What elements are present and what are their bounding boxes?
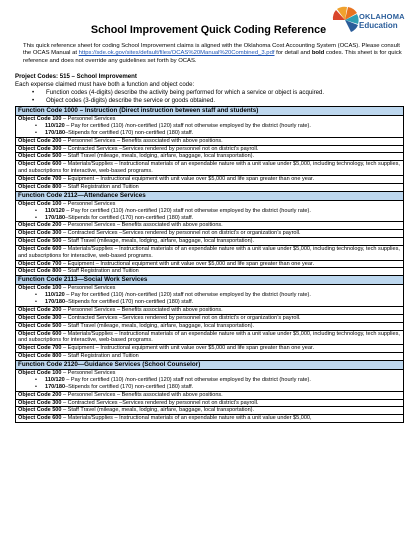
object-code-description: – Contracted Services –Services rendered by personnel not on district’s payroll. bbox=[61, 399, 259, 406]
object-code-label: Object Code 600 bbox=[18, 161, 62, 168]
object-code-description: – Staff Travel (mileage, meals, lodging, airfare, baggage, local transportation). bbox=[61, 322, 255, 329]
object-code-cell bbox=[16, 370, 404, 392]
object-code-row bbox=[16, 285, 404, 307]
object-code-label: Object Code 600 bbox=[18, 415, 62, 422]
object-code-cell bbox=[16, 137, 404, 145]
object-code-row bbox=[16, 245, 404, 260]
object-code-description: – Personnel Services bbox=[61, 370, 116, 377]
object-code-label: Object Code 300 bbox=[18, 230, 62, 237]
object-code-label: Object Code 700 bbox=[18, 175, 62, 182]
object-code-label: Object Code 700 bbox=[18, 260, 62, 267]
sub-object-code: 170/180 bbox=[45, 214, 66, 221]
object-code-row bbox=[16, 268, 404, 276]
object-code-cell bbox=[16, 322, 404, 330]
object-code-cell bbox=[16, 307, 404, 315]
function-code-header-row bbox=[16, 191, 404, 200]
object-code-label: Object Code 200 bbox=[18, 391, 62, 398]
object-code-cell bbox=[16, 268, 404, 276]
object-code-description: – Contracted Services –Services rendered by personnel not on district’s payroll. bbox=[61, 145, 259, 152]
object-code-cell bbox=[16, 161, 404, 176]
object-code-cell bbox=[16, 145, 404, 153]
object-code-label: Object Code 200 bbox=[18, 137, 62, 144]
sub-object-code-item bbox=[18, 384, 401, 391]
object-code-label: Object Code 800 bbox=[18, 268, 62, 275]
sub-object-code: 170/180 bbox=[45, 129, 66, 136]
page-title: School Improvement Quick Coding Reference bbox=[90, 24, 327, 36]
object-code-row bbox=[16, 407, 404, 415]
object-code-label: Object Code 300 bbox=[18, 399, 62, 406]
object-code-cell bbox=[16, 245, 404, 260]
sub-object-description: – Pay for certified (110) /non-certified (120) staff not otherwise employed by the district (hourly rate). bbox=[64, 376, 311, 383]
sub-object-code: 170/180 bbox=[45, 383, 66, 390]
function-code-header-row bbox=[16, 360, 404, 369]
sub-object-code: 110/120 bbox=[45, 123, 65, 130]
object-code-label: Object Code 600 bbox=[18, 330, 62, 337]
object-code-label: Object Code 200 bbox=[18, 222, 62, 229]
object-code-row bbox=[16, 415, 404, 423]
sub-object-code: 110/120 bbox=[45, 207, 65, 214]
object-code-row bbox=[16, 260, 404, 268]
object-code-description: – Staff Registration and Tuition bbox=[61, 183, 139, 190]
object-code-row bbox=[16, 330, 404, 345]
object-code-row bbox=[16, 353, 404, 361]
function-code-header: Function Code 2113—Social Work Services bbox=[16, 276, 404, 285]
sub-object-code-item bbox=[18, 299, 401, 306]
function-code-header-row bbox=[16, 107, 404, 116]
function-code-header: Function Code 1000 – Instruction (Direct instruction between staff and students) bbox=[16, 107, 404, 116]
object-code-row bbox=[16, 145, 404, 153]
sub-object-description: –Stipends for certified (170) non-certified (180) staff. bbox=[65, 383, 194, 390]
object-code-cell bbox=[16, 415, 404, 423]
sub-object-description: –Stipends for certified (170) non-certified (180) staff. bbox=[65, 214, 194, 221]
object-code-label: Object Code 500 bbox=[18, 153, 62, 160]
object-code-cell bbox=[16, 391, 404, 399]
sub-object-code-item bbox=[18, 215, 401, 222]
logo-line-education: Education bbox=[359, 21, 398, 30]
object-code-cell bbox=[16, 407, 404, 415]
object-code-cell bbox=[16, 230, 404, 238]
object-code-row bbox=[16, 314, 404, 322]
object-code-label: Object Code 200 bbox=[18, 307, 62, 314]
function-code-header-row bbox=[16, 276, 404, 285]
sub-object-description: – Pay for certified (110) /non-certified (120) staff not otherwise employed by the district (hourly rate). bbox=[64, 207, 311, 214]
object-code-description: – Contracted Services –Services rendered by personnel not on district’s or organization’s payroll. bbox=[61, 314, 301, 321]
object-code-label: Object Code 500 bbox=[18, 407, 62, 414]
sub-object-code-item bbox=[18, 123, 401, 130]
intro-text-3: codes. This sheet is for quick reference and does not override any guidelines set forth by OCAS. bbox=[23, 50, 402, 64]
object-code-row bbox=[16, 153, 404, 161]
ocas-manual-link[interactable]: https://sde.ok.gov/sites/default/files/OCAS%20Manual%20Combined_3.pdf bbox=[78, 50, 275, 57]
intro-text-1: This quick reference sheet for coding School Improvement claims is aligned with the Oklahoma Cost Accounting System (OCAS). Please consult the OCAS Manual at bbox=[23, 43, 400, 57]
object-code-cell bbox=[16, 200, 404, 222]
object-code-description: – Personnel Services – Benefits associated with above positions. bbox=[61, 137, 223, 144]
object-code-label: Object Code 700 bbox=[18, 345, 62, 352]
object-code-cell bbox=[16, 399, 404, 407]
object-code-row bbox=[16, 116, 404, 138]
sub-object-code-item bbox=[18, 292, 401, 299]
object-code-description: – Materials/Supplies – Instructional materials of an expendable nature with a unit value under $5,000, including technology, tech supplies, and subscriptions for interactive, web-based programs. bbox=[18, 245, 400, 259]
object-code-description: – Staff Registration and Tuition bbox=[61, 353, 139, 360]
object-code-description: – Personnel Services – Benefits associated with above positions. bbox=[61, 307, 223, 314]
object-code-cell bbox=[16, 345, 404, 353]
project-codes-label: Project Codes: 515 – School Improvement bbox=[15, 73, 137, 80]
object-code-label: Object Code 100 bbox=[18, 116, 62, 123]
object-code-description: – Equipment – Instructional equipment with unit value over $5,000 and life span greater than one year. bbox=[61, 175, 315, 182]
object-code-cell bbox=[16, 175, 404, 183]
sub-object-description: –Stipends for certified (170) non-certified (180) staff. bbox=[65, 129, 194, 136]
object-code-label: Object Code 300 bbox=[18, 314, 62, 321]
object-code-label: Object Code 500 bbox=[18, 238, 62, 245]
object-code-cell bbox=[16, 153, 404, 161]
logo-line-oklahoma: OKLAHOMA bbox=[359, 12, 405, 21]
object-code-cell bbox=[16, 330, 404, 345]
object-code-description: – Personnel Services bbox=[61, 200, 116, 207]
object-code-label: Object Code 100 bbox=[18, 370, 62, 377]
object-code-description: – Personnel Services – Benefits associated with above positions. bbox=[61, 391, 223, 398]
function-code-header: Function Code 2120—Guidance Services (School Counselor) bbox=[16, 360, 404, 369]
object-code-description: – Staff Travel (mileage, meals, lodging, airfare, baggage, local transportation). bbox=[61, 407, 255, 414]
function-code-header: Function Code 2112—Attendance Services bbox=[16, 191, 404, 200]
intro-text-2: for detail and bbox=[274, 50, 312, 57]
object-code-label: Object Code 800 bbox=[18, 353, 62, 360]
object-code-description: – Personnel Services bbox=[61, 116, 116, 123]
sub-object-description: – Pay for certified (110) /non-certified (120) staff not otherwise employed by the district (hourly rate). bbox=[64, 123, 311, 130]
object-code-description: – Equipment – Instructional equipment with unit value over $5,000 and life span greater than one year. bbox=[61, 260, 315, 267]
object-code-description: – Staff Registration and Tuition bbox=[61, 268, 139, 275]
object-code-row bbox=[16, 161, 404, 176]
sub-object-description: – Pay for certified (110) /non-certified (120) staff not otherwise employed by the district (hourly rate). bbox=[64, 292, 311, 299]
object-code-row bbox=[16, 200, 404, 222]
object-code-description: – Equipment – Instructional equipment with unit value over $5,000 and life span greater than one year. bbox=[61, 345, 315, 352]
object-code-description: – Staff Travel (mileage, meals, lodging, airfare, baggage, local transportation). bbox=[61, 238, 255, 245]
object-code-description: – Materials/Supplies – Instructional materials of an expendable nature with a unit value under $5,000, including technology, tech supplies, and subscriptions for interactive, web-based programs. bbox=[18, 161, 400, 175]
object-code-description: – Materials/Supplies – Instructional materials of an expendable nature with a unit value under $5,000, including technology, tech supplies, and subscriptions for interactive, web-based programs. bbox=[18, 330, 400, 344]
coding-reference-table bbox=[15, 106, 404, 423]
sub-object-code: 110/120 bbox=[45, 376, 65, 383]
object-code-row bbox=[16, 183, 404, 191]
object-code-description: – Personnel Services bbox=[61, 285, 116, 292]
object-code-cell bbox=[16, 116, 404, 138]
object-code-row bbox=[16, 322, 404, 330]
each-expense-note: Each expense claimed must have both a function and object code: bbox=[15, 81, 195, 88]
sub-object-code-item bbox=[18, 377, 401, 384]
object-code-cell bbox=[16, 222, 404, 230]
object-code-cell bbox=[16, 285, 404, 307]
object-code-label: Object Code 100 bbox=[18, 200, 62, 207]
object-code-definition: • Object codes (3-digits) describe the service or goods obtained. bbox=[30, 97, 324, 105]
object-code-row bbox=[16, 345, 404, 353]
intro-bold-word: bold bbox=[311, 50, 325, 57]
object-code-label: Object Code 500 bbox=[18, 322, 62, 329]
sub-object-description: –Stipends for certified (170) non-certified (180) staff. bbox=[65, 299, 194, 306]
object-code-description: – Personnel Services – Benefits associated with above positions. bbox=[61, 222, 223, 229]
object-code-row bbox=[16, 238, 404, 246]
object-code-cell bbox=[16, 260, 404, 268]
object-code-row bbox=[16, 370, 404, 392]
function-code-definition: • Function codes (4-digits) describe the activity being performed for which a service or object is acquired. bbox=[30, 89, 324, 97]
object-code-label: Object Code 600 bbox=[18, 245, 62, 252]
code-definition-list bbox=[30, 89, 324, 105]
object-code-cell bbox=[16, 314, 404, 322]
sub-object-code: 110/120 bbox=[45, 292, 65, 299]
object-code-row bbox=[16, 175, 404, 183]
object-code-description: – Staff Travel (mileage, meals, lodging, airfare, baggage, local transportation). bbox=[61, 153, 255, 160]
object-code-row bbox=[16, 391, 404, 399]
object-code-label: Object Code 100 bbox=[18, 285, 62, 292]
object-code-cell bbox=[16, 353, 404, 361]
object-code-label: Object Code 800 bbox=[18, 183, 62, 190]
sub-object-code-item bbox=[18, 130, 401, 137]
object-code-row bbox=[16, 230, 404, 238]
object-code-row bbox=[16, 307, 404, 315]
object-code-row bbox=[16, 137, 404, 145]
intro-paragraph bbox=[23, 43, 403, 65]
object-code-label: Object Code 300 bbox=[18, 145, 62, 152]
object-code-cell bbox=[16, 183, 404, 191]
sub-object-code-item bbox=[18, 208, 401, 215]
sub-object-code: 170/180 bbox=[45, 299, 66, 306]
object-code-row bbox=[16, 399, 404, 407]
object-code-description: – Contracted Services –Services rendered by personnel not on district’s or organization’s payroll. bbox=[61, 230, 301, 237]
object-code-description: – Materials/Supplies – Instructional materials of an expendable nature with a unit value under $5,000, bbox=[61, 415, 312, 422]
object-code-row bbox=[16, 222, 404, 230]
object-code-cell bbox=[16, 238, 404, 246]
